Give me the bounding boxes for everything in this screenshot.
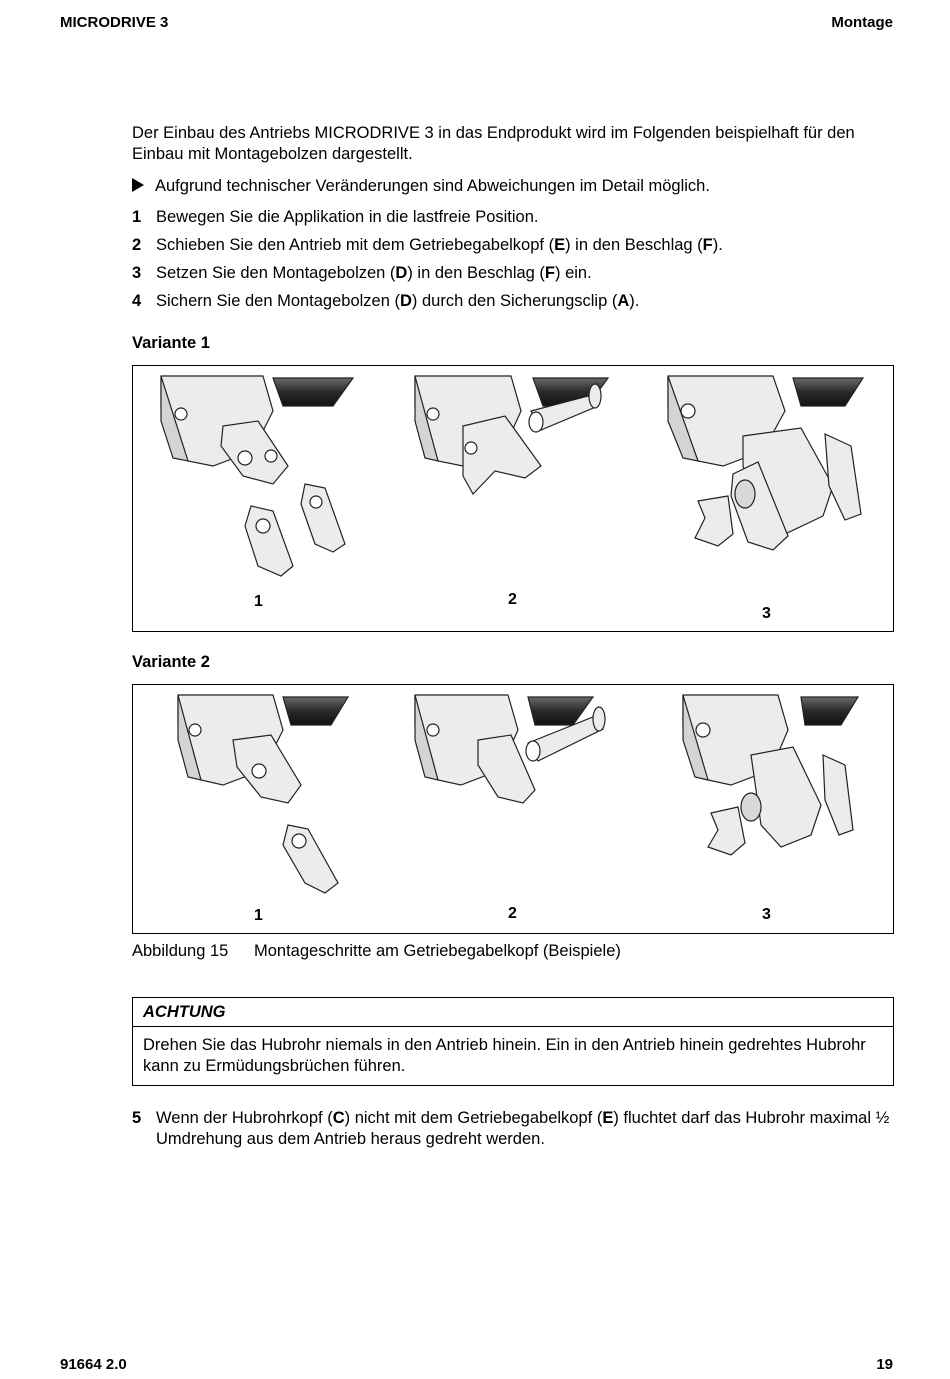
assembly-step-1-drawing [178,695,348,893]
footer-doc-number: 91664 2.0 [60,1356,127,1373]
assembly-step-2-drawing [415,695,605,803]
step-text: Wenn der Hubrohrkopf (C) nicht mit dem Getriebegabelkopf (E) fluchtet darf das Hubrohr maximal ½ Umdrehung aus dem Antrieb heraus gedreht werden. [156,1109,890,1148]
header-section: Montage [831,14,893,31]
triangle-bullet-icon [132,178,144,192]
variant-1-figure [132,365,894,632]
figure-caption [132,942,621,961]
step-text: Sichern Sie den Montagebolzen (D) durch den Sicherungsclip (A). [156,292,640,310]
variant-2-step-label: 2 [508,905,517,922]
step-text: Schieben Sie den Antrieb mit dem Getriebegabelkopf (E) in den Beschlag (F). [156,236,723,254]
step-text: Setzen Sie den Montagebolzen (D) in den Beschlag (F) ein. [156,264,592,282]
step-list [132,207,894,319]
footer-page-number: 19 [876,1356,893,1373]
header-product: MICRODRIVE 3 [60,14,169,31]
note-text: Aufgrund technischer Veränderungen sind Abweichungen im Detail möglich. [155,177,710,195]
assembly-step-3-drawing [668,376,863,550]
variant-2-illustration [133,685,893,933]
variant-1-heading: Variante 1 [132,334,210,352]
assembly-step-3-drawing [683,695,858,855]
step-item [132,207,894,228]
step-number: 3 [132,264,142,282]
figure-caption-text: Montageschritte am Getriebegabelkopf (Beispiele) [254,942,621,960]
assembly-step-1-drawing [161,376,353,576]
variant-1-step-label: 1 [254,593,263,610]
variant-1-step-label: 2 [508,591,517,608]
assembly-step-2-drawing [415,376,608,494]
step-number: 5 [132,1109,142,1127]
step-item [132,1108,894,1150]
warning-text: Drehen Sie das Hubrohr niemals in den Antrieb hinein. Ein in den Antrieb hinein gedrehtes Hubrohr kann zu Ermüdungsbrüchen führen. [143,1036,866,1075]
variant-2-heading: Variante 2 [132,653,210,671]
step-list-continued [132,1108,894,1150]
step-number: 2 [132,236,142,254]
step-item [132,263,894,284]
variant-2-step-label: 3 [762,906,771,923]
variant-2-figure [132,684,894,934]
step-text: Bewegen Sie die Applikation in die lastfreie Position. [156,208,539,226]
warning-title: ACHTUNG [133,998,893,1027]
intro-paragraph: Der Einbau des Antriebs MICRODRIVE 3 in das Endprodukt wird im Folgenden beispielhaft für den Einbau mit Montagebolzen dargestellt. [132,124,855,163]
variant-2-step-label: 1 [254,907,263,924]
figure-caption-label: Abbildung 15 [132,942,229,960]
note-line [132,176,894,197]
step-number: 4 [132,292,142,310]
warning-box [132,997,894,1086]
step-number: 1 [132,208,142,226]
step-item [132,291,894,312]
variant-1-step-label: 3 [762,605,771,622]
step-item [132,235,894,256]
